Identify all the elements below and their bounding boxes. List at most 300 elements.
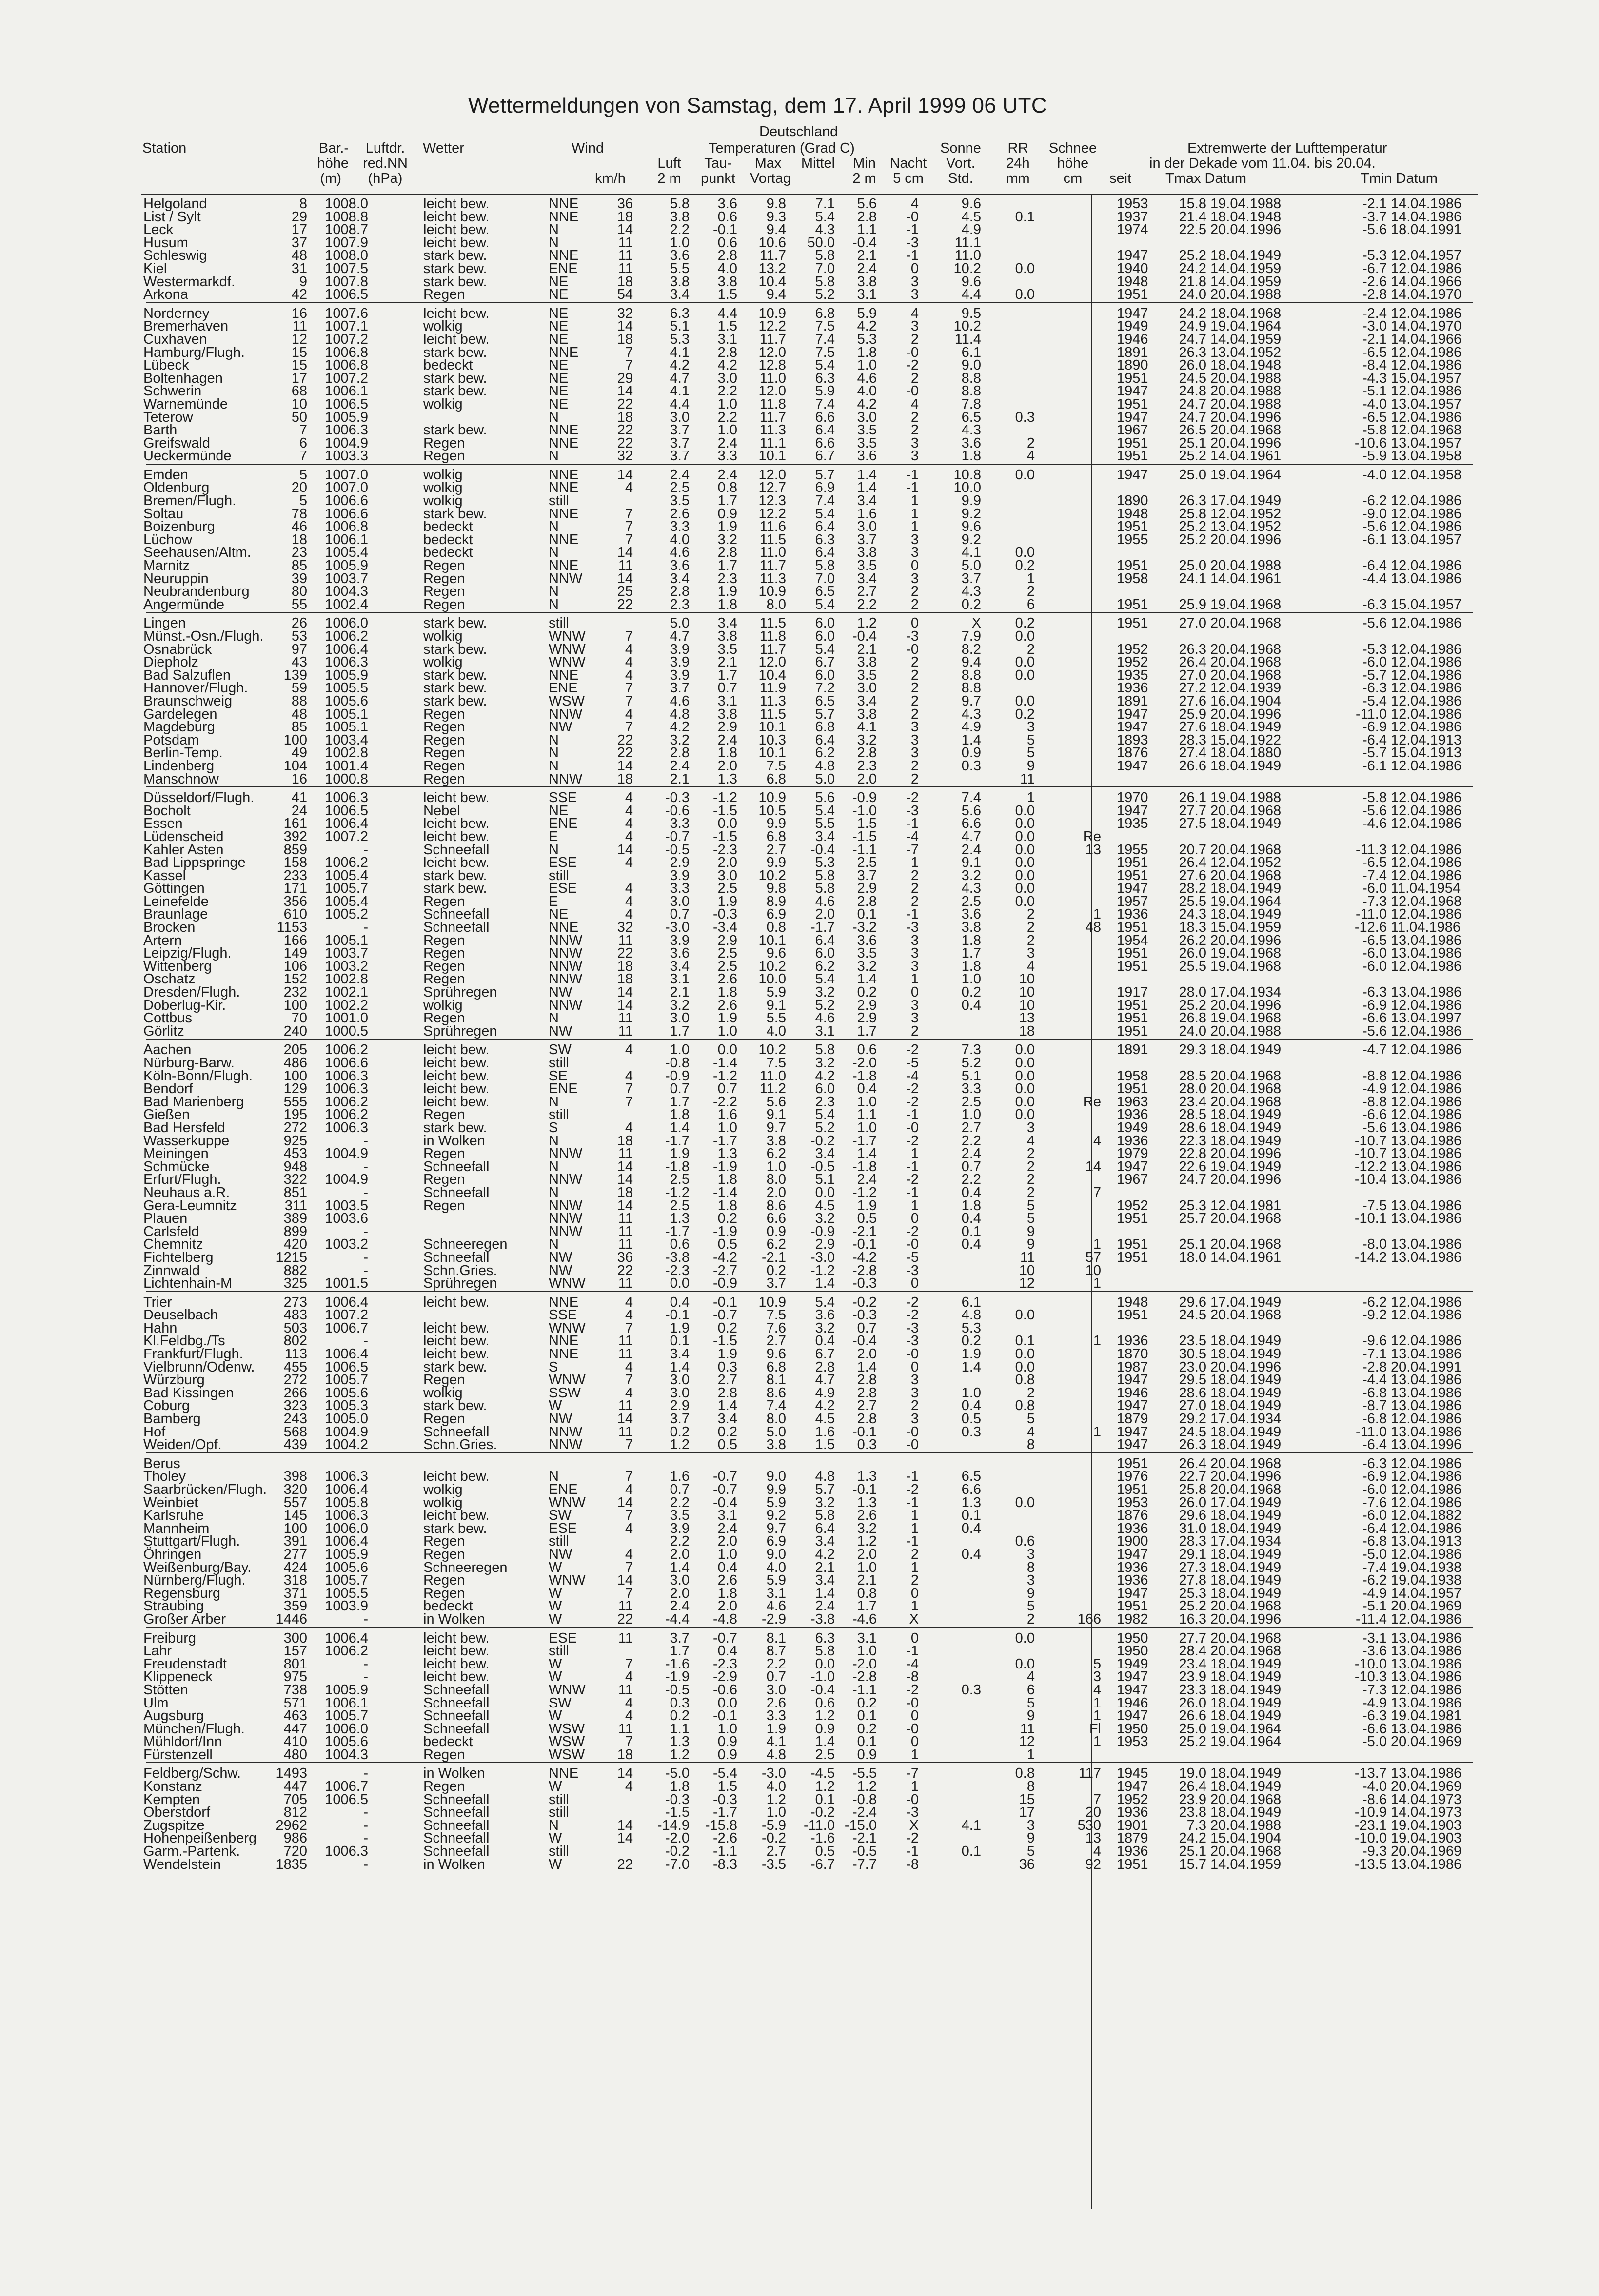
- cell-tmax-datum: 20.04.1988: [1210, 396, 1282, 412]
- cell-tmax-datum: 18.04.1949: [1210, 1572, 1282, 1589]
- cell-bar-hoehe: 26: [291, 615, 307, 631]
- cell-wind-dir: SSE: [549, 790, 577, 806]
- header-luft-2m: 2 m: [657, 171, 681, 186]
- cell-tmax-datum: 19.04.1964: [1210, 1734, 1282, 1750]
- cell-tmin: -23.1: [1354, 1817, 1387, 1833]
- cell-tmax-datum: 12.04.1952: [1210, 506, 1282, 522]
- cell-seit: 1950: [1117, 1643, 1148, 1659]
- cell-nacht: 0: [910, 1211, 919, 1227]
- cell-sonne: 9.6: [961, 274, 981, 290]
- header-temperaturen: Temperaturen (Grad C): [709, 140, 855, 156]
- cell-luft: 3.0: [670, 1010, 690, 1026]
- cell-luftdruck: -: [363, 1249, 368, 1265]
- table-row: [143, 1249, 1473, 1265]
- cell-seit: 1947: [1117, 758, 1148, 774]
- cell-min: 5.9: [857, 305, 877, 321]
- cell-tmin: -10.4: [1354, 1172, 1387, 1188]
- header-dekade: in der Dekade vom 11.04. bis 20.04.: [1149, 156, 1376, 171]
- table-row: [143, 1669, 1473, 1685]
- cell-luftdruck: 1004.2: [325, 1437, 368, 1453]
- cell-wind-speed: 18: [617, 1133, 633, 1149]
- cell-tmin: -10.1: [1354, 1211, 1387, 1227]
- cell-bar-hoehe: 243: [283, 1411, 307, 1427]
- cell-max-vortag: 12.2: [758, 506, 786, 522]
- cell-nacht: 3: [910, 531, 919, 548]
- table-row: [143, 1385, 1473, 1401]
- cell-taupunkt: 1.8: [717, 1197, 737, 1214]
- cell-station: Angermünde: [143, 596, 225, 612]
- cell-tmin-datum: 12.04.1986: [1391, 906, 1462, 922]
- cell-sonne: 0.2: [961, 984, 981, 1001]
- cell-tmin-datum: 12.04.1986: [1391, 305, 1462, 321]
- cell-luft: -3.8: [665, 1249, 690, 1265]
- header-vortag: Vortag: [750, 171, 791, 186]
- cell-tmax: 26.0: [1179, 1494, 1206, 1511]
- cell-bar-hoehe: 104: [283, 758, 307, 774]
- cell-wind-dir: N: [549, 1184, 559, 1200]
- cell-bar-hoehe: 1215: [276, 1249, 307, 1265]
- cell-mittel: 5.8: [815, 1508, 835, 1524]
- cell-luftdruck: 1005.9: [325, 667, 368, 683]
- cell-tmax: 25.8: [1179, 506, 1206, 522]
- cell-luftdruck: 1006.5: [325, 1791, 368, 1807]
- cell-luftdruck: 1007.5: [325, 260, 368, 276]
- cell-luft: 2.5: [670, 1172, 690, 1188]
- cell-wind-dir: W: [549, 1611, 562, 1627]
- cell-tmin: -6.5: [1362, 855, 1387, 871]
- cell-bar-hoehe: 100: [283, 732, 307, 748]
- cell-wind-dir: NNW: [549, 1197, 583, 1214]
- cell-tmax: 27.6: [1179, 719, 1206, 735]
- cell-nacht: -3: [906, 1805, 919, 1821]
- cell-tmin: -7.5: [1362, 1197, 1387, 1214]
- cell-station: Lüdenscheid: [143, 828, 224, 844]
- cell-luftdruck: 1006.6: [325, 493, 368, 509]
- cell-max-vortag: 11.7: [759, 248, 786, 264]
- cell-tmax-datum: 18.04.1949: [1210, 1546, 1282, 1562]
- cell-tmin-datum: 12.04.1986: [1391, 693, 1462, 709]
- table-row: [143, 1611, 1473, 1627]
- cell-station: Boizenburg: [143, 519, 215, 535]
- cell-tmax-datum: 20.04.1968: [1210, 1307, 1282, 1323]
- table-row: [143, 422, 1473, 438]
- cell-wetter: Schneefall: [423, 1817, 490, 1833]
- cell-wetter: Sprühregen: [423, 1276, 497, 1292]
- cell-station: Kempten: [143, 1791, 200, 1807]
- cell-luft: 1.4: [670, 1559, 690, 1575]
- cell-bar-hoehe: 557: [283, 1494, 307, 1511]
- cell-tmax: 27.8: [1179, 1572, 1206, 1589]
- cell-wind-speed: 7: [625, 1372, 633, 1388]
- cell-min: -0.3: [852, 1276, 877, 1292]
- cell-bar-hoehe: 6: [299, 435, 307, 451]
- cell-rr: 9: [1027, 1236, 1035, 1253]
- cell-tmin: -6.7: [1362, 260, 1387, 276]
- cell-taupunkt: -0.4: [713, 1494, 737, 1511]
- cell-max-vortag: 11.5: [759, 531, 786, 548]
- cell-tmax-datum: 18.04.1949: [1210, 1372, 1282, 1388]
- cell-luft: 6.3: [670, 305, 690, 321]
- cell-min: 3.4: [857, 493, 877, 509]
- cell-taupunkt: 2.5: [717, 945, 737, 962]
- cell-luft: 5.3: [670, 331, 690, 347]
- cell-wind-speed: 14: [617, 1817, 633, 1833]
- cell-tmax-datum: 18.04.1949: [1210, 1133, 1282, 1149]
- cell-mittel: 5.8: [815, 274, 835, 290]
- cell-max-vortag: 11.6: [759, 519, 786, 535]
- cell-tmin: -6.8: [1362, 1385, 1387, 1401]
- cell-wetter: leicht bew.: [423, 331, 490, 347]
- cell-seit: 1936: [1117, 1107, 1148, 1123]
- cell-tmin: -6.9: [1362, 719, 1387, 735]
- cell-tmax: 21.8: [1179, 274, 1206, 290]
- cell-wind-dir: SE: [549, 1068, 568, 1084]
- cell-min: 2.7: [857, 584, 877, 600]
- cell-nacht: -1: [906, 1469, 919, 1485]
- cell-seit: 1936: [1117, 1333, 1148, 1349]
- cell-tmax-datum: 20.04.1968: [1210, 803, 1282, 819]
- cell-tmax-datum: 20.04.1988: [1210, 287, 1282, 303]
- cell-max-vortag: 3.8: [766, 1133, 786, 1149]
- cell-max-vortag: 8.1: [766, 1630, 786, 1646]
- cell-sonne: 3.7: [961, 570, 981, 587]
- cell-tmax: 24.0: [1179, 1023, 1206, 1039]
- cell-wind-dir: W: [549, 1559, 562, 1575]
- cell-bar-hoehe: 100: [283, 1068, 307, 1084]
- cell-luft: 2.4: [670, 1598, 690, 1614]
- cell-tmin: -10.9: [1354, 1805, 1387, 1821]
- cell-wind-speed: 32: [617, 305, 633, 321]
- cell-wind-speed: 4: [625, 641, 633, 657]
- cell-rr: 3: [1027, 1546, 1035, 1562]
- cell-taupunkt: -0.1: [713, 1708, 737, 1724]
- cell-wetter: Schneefall: [423, 1249, 490, 1265]
- cell-station: Zinnwald: [143, 1262, 200, 1278]
- cell-tmin: -10.7: [1354, 1146, 1387, 1162]
- cell-tmin: -14.2: [1354, 1249, 1387, 1265]
- cell-wind-speed: 14: [617, 1158, 633, 1175]
- cell-sonne: 1.8: [961, 932, 981, 948]
- cell-bar-hoehe: 20: [291, 480, 307, 496]
- cell-station: Neuhaus a.R.: [143, 1184, 230, 1200]
- cell-tmin-datum: 12.04.1986: [1391, 803, 1462, 819]
- cell-bar-hoehe: 16: [291, 771, 307, 787]
- cell-tmax: 25.9: [1179, 596, 1206, 612]
- cell-wind-speed: 11: [618, 1023, 633, 1039]
- cell-tmin-datum: 13.04.1986: [1391, 1197, 1462, 1214]
- cell-luft: 1.6: [670, 1469, 690, 1485]
- cell-tmin: -6.6: [1362, 1107, 1387, 1123]
- cell-mittel: 6.4: [815, 1520, 835, 1536]
- cell-seit: 1955: [1117, 842, 1148, 858]
- cell-tmax: 27.0: [1179, 1398, 1206, 1414]
- cell-max-vortag: 7.5: [766, 1307, 786, 1323]
- cell-sonne: 2.5: [961, 1094, 981, 1110]
- cell-mittel: 5.5: [815, 816, 835, 832]
- cell-min: 3.5: [857, 422, 877, 438]
- cell-station: Leck: [143, 222, 174, 238]
- cell-seit: 1951: [1117, 1236, 1148, 1253]
- cell-mittel: 6.6: [815, 435, 835, 451]
- cell-seit: 1935: [1117, 816, 1148, 832]
- cell-sonne: 0.3: [961, 1682, 981, 1698]
- cell-bar-hoehe: 455: [283, 1359, 307, 1375]
- cell-rr: 9: [1027, 1585, 1035, 1601]
- cell-tmin-datum: 12.04.1986: [1391, 842, 1462, 858]
- cell-tmin: -6.3: [1362, 680, 1387, 696]
- cell-tmin: -5.3: [1362, 641, 1387, 657]
- cell-tmax-datum: 20.04.1968: [1210, 1081, 1282, 1097]
- cell-tmin: -6.4: [1362, 732, 1387, 748]
- cell-rr: 4: [1027, 958, 1035, 974]
- table-row: [143, 893, 1473, 909]
- cell-luftdruck: 1005.7: [325, 1572, 368, 1589]
- cell-taupunkt: 1.0: [717, 1119, 737, 1136]
- cell-min: 2.8: [857, 745, 877, 761]
- cell-max-vortag: 10.2: [758, 958, 786, 974]
- cell-wetter: Schneefall: [423, 1424, 490, 1440]
- cell-wetter: Sprühregen: [423, 984, 497, 1001]
- cell-luftdruck: 1005.4: [325, 893, 368, 909]
- cell-wind-speed: 22: [617, 945, 633, 962]
- cell-tmin: -2.6: [1362, 274, 1387, 290]
- cell-sonne: 4.1: [961, 545, 981, 561]
- cell-tmin-datum: 12.04.1986: [1391, 997, 1462, 1013]
- cell-tmin: -9.2: [1362, 1307, 1387, 1323]
- cell-luftdruck: 1005.3: [325, 1398, 368, 1414]
- cell-tmax-datum: 20.04.1968: [1210, 1094, 1282, 1110]
- cell-wetter: leicht bew.: [423, 1042, 490, 1058]
- cell-seit: 1958: [1117, 570, 1148, 587]
- table-row: [143, 1107, 1473, 1123]
- cell-nacht: -2: [906, 1133, 919, 1149]
- cell-min: 4.1: [857, 719, 877, 735]
- cell-tmin: -6.4: [1362, 1437, 1387, 1453]
- table-row: [143, 435, 1473, 451]
- cell-min: -2.4: [852, 1805, 877, 1821]
- cell-rr: 2: [1027, 1385, 1035, 1401]
- cell-tmin: -6.3: [1362, 596, 1387, 612]
- cell-luftdruck: 1006.8: [325, 344, 368, 360]
- cell-bar-hoehe: 42: [291, 287, 307, 303]
- cell-max-vortag: -0.2: [762, 1830, 786, 1846]
- cell-station: Kiel: [143, 260, 167, 276]
- cell-max-vortag: 1.9: [766, 1721, 786, 1737]
- cell-tmin: -7.4: [1362, 867, 1387, 883]
- cell-nacht: -7: [906, 1766, 919, 1782]
- cell-luft: 3.3: [670, 816, 690, 832]
- cell-taupunkt: 1.0: [717, 1721, 737, 1737]
- cell-rr: 0.0: [1015, 654, 1035, 670]
- cell-wind-dir: NNE: [549, 558, 579, 574]
- cell-rr: 0.0: [1015, 855, 1035, 871]
- cell-luftdruck: 1003.9: [325, 1598, 368, 1614]
- cell-min: 1.0: [857, 1119, 877, 1136]
- cell-wind-speed: 14: [617, 842, 633, 858]
- cell-max-vortag: 2.7: [766, 842, 786, 858]
- cell-tmax-datum: 20.04.1968: [1210, 654, 1282, 670]
- cell-min: 1.3: [857, 1469, 877, 1485]
- cell-max-vortag: 7.5: [766, 1055, 786, 1071]
- cell-taupunkt: -1.5: [713, 828, 737, 844]
- table-row: [143, 235, 1473, 251]
- cell-taupunkt: 2.6: [717, 971, 737, 987]
- cell-wetter: Regen: [423, 932, 465, 948]
- cell-wetter: Regen: [423, 971, 465, 987]
- header-luftdr2: red.NN: [363, 156, 408, 171]
- cell-wind-speed: 11: [618, 1682, 633, 1698]
- cell-station: List / Sylt: [143, 209, 201, 225]
- cell-tmin-datum: 12.04.1986: [1391, 1107, 1462, 1123]
- cell-luft: -0.9: [665, 1068, 690, 1084]
- cell-luft: -7.0: [665, 1856, 690, 1872]
- cell-nacht: 0: [910, 260, 919, 276]
- cell-bar-hoehe: 88: [291, 693, 307, 709]
- cell-taupunkt: -1.2: [713, 1068, 737, 1084]
- cell-schnee: 13: [1085, 1830, 1101, 1846]
- cell-bar-hoehe: 171: [283, 881, 307, 897]
- cell-min: 1.4: [857, 1359, 877, 1375]
- cell-mittel: 5.4: [815, 1294, 835, 1310]
- cell-sonne: 0.4: [961, 1546, 981, 1562]
- cell-station: Leinefelde: [143, 893, 209, 909]
- cell-wind-dir: N: [549, 732, 559, 748]
- cell-seit: 1947: [1117, 1546, 1148, 1562]
- cell-wind-speed: 4: [625, 1119, 633, 1136]
- cell-tmin: -5.1: [1362, 1598, 1387, 1614]
- cell-tmax: 28.3: [1179, 732, 1206, 748]
- cell-min: 3.2: [857, 732, 877, 748]
- cell-tmin: -9.0: [1362, 506, 1387, 522]
- cell-nacht: -3: [906, 803, 919, 819]
- cell-station: Hahn: [143, 1320, 178, 1336]
- cell-luft: 4.4: [670, 396, 690, 412]
- cell-tmax: 25.7: [1179, 1211, 1206, 1227]
- cell-wind-speed: 11: [618, 1146, 633, 1162]
- cell-nacht: 1: [910, 1520, 919, 1536]
- cell-luftdruck: 1005.5: [325, 680, 368, 696]
- cell-seit: 1936: [1117, 1133, 1148, 1149]
- cell-tmin: -6.2: [1362, 1572, 1387, 1589]
- cell-taupunkt: -4.8: [713, 1611, 737, 1627]
- cell-tmin-datum: 12.04.1986: [1391, 506, 1462, 522]
- cell-sonne: 4.3: [961, 881, 981, 897]
- cell-bar-hoehe: 325: [283, 1276, 307, 1292]
- table-row: [143, 719, 1473, 735]
- cell-schnee: 1: [1093, 1734, 1101, 1750]
- cell-luftdruck: 1006.1: [325, 531, 368, 548]
- cell-max-vortag: -3.0: [762, 1766, 786, 1782]
- cell-tmax: 28.0: [1179, 984, 1206, 1001]
- cell-station: Schleswig: [143, 248, 207, 264]
- cell-seit: 1945: [1117, 1766, 1148, 1782]
- cell-wind-dir: WNW: [549, 1572, 586, 1589]
- cell-wind-dir: N: [549, 1010, 559, 1026]
- cell-wind-dir: S: [549, 1359, 558, 1375]
- cell-taupunkt: 1.8: [717, 1172, 737, 1188]
- cell-tmax-datum: 20.04.1996: [1210, 435, 1282, 451]
- cell-max-vortag: 6.2: [766, 1236, 786, 1253]
- cell-mittel: 4.7: [815, 1372, 835, 1388]
- cell-tmax-datum: 20.04.1968: [1210, 1844, 1282, 1860]
- cell-rr: 0.2: [1015, 558, 1035, 574]
- table-row: [143, 906, 1473, 922]
- cell-seit: 1947: [1117, 1158, 1148, 1175]
- cell-luftdruck: 1007.9: [325, 235, 368, 251]
- cell-tmin-datum: 12.04.1986: [1391, 816, 1462, 832]
- cell-mittel: 0.4: [815, 1333, 835, 1349]
- cell-tmax-datum: 19.04.1968: [1210, 596, 1282, 612]
- cell-luft: 2.9: [670, 1398, 690, 1414]
- cell-tmax: 27.4: [1179, 745, 1206, 761]
- cell-taupunkt: -2.7: [713, 1262, 737, 1278]
- cell-max-vortag: 0.8: [766, 920, 786, 936]
- cell-wetter: stark bew.: [423, 274, 487, 290]
- cell-nacht: -2: [906, 1223, 919, 1239]
- cell-sonne: 6.6: [961, 1482, 981, 1497]
- cell-wind-dir: NNW: [549, 1172, 583, 1188]
- cell-taupunkt: 2.7: [717, 1372, 737, 1388]
- cell-seit: 1958: [1117, 1068, 1148, 1084]
- cell-min: -15.0: [844, 1817, 877, 1833]
- cell-taupunkt: 2.9: [717, 932, 737, 948]
- cell-tmin-datum: 13.04.1986: [1391, 1119, 1462, 1136]
- cell-rr: 5: [1027, 1411, 1035, 1427]
- cell-taupunkt: 2.0: [717, 855, 737, 871]
- cell-wetter: bedeckt: [423, 519, 473, 535]
- cell-bar-hoehe: 100: [283, 997, 307, 1013]
- cell-wind-dir: ENE: [549, 680, 578, 696]
- cell-tmin-datum: 13.04.1913: [1391, 1533, 1462, 1550]
- cell-wind-dir: NNE: [549, 1294, 579, 1310]
- cell-mittel: 5.7: [815, 706, 835, 722]
- table-row: [143, 1805, 1473, 1821]
- table-row: [143, 1656, 1473, 1672]
- table-row: [143, 545, 1473, 561]
- cell-mittel: 6.3: [815, 531, 835, 548]
- cell-tmax-datum: 15.04.1904: [1210, 1830, 1282, 1846]
- cell-station: Bad Lippspringe: [143, 855, 246, 871]
- cell-station: Ulm: [143, 1695, 169, 1711]
- cell-max-vortag: 10.2: [758, 867, 786, 883]
- cell-mittel: -11.0: [804, 1817, 835, 1833]
- cell-taupunkt: 3.2: [717, 531, 737, 548]
- cell-min: 3.7: [857, 867, 877, 883]
- cell-wind-dir: NNW: [549, 958, 583, 974]
- cell-nacht: -3: [906, 235, 919, 251]
- cell-tmax-datum: 18.04.1949: [1210, 1042, 1282, 1058]
- cell-min: 2.4: [857, 1172, 877, 1188]
- cell-rr: 8: [1027, 1559, 1035, 1575]
- cell-luftdruck: 1008.7: [325, 222, 368, 238]
- cell-tmax-datum: 20.04.1996: [1210, 222, 1282, 238]
- cell-tmax-datum: 20.04.1968: [1210, 667, 1282, 683]
- cell-tmin-datum: 11.04.1986: [1391, 920, 1461, 936]
- cell-min: 2.6: [857, 1508, 877, 1524]
- cell-luftdruck: 1006.2: [325, 628, 368, 644]
- cell-tmax-datum: 20.04.1996: [1210, 1469, 1282, 1485]
- cell-luft: 3.8: [670, 209, 690, 225]
- cell-seit: 1947: [1117, 1424, 1148, 1440]
- cell-tmin-datum: 12.04.1986: [1391, 680, 1462, 696]
- cell-wind-speed: 7: [625, 1320, 633, 1336]
- cell-wind-dir: N: [549, 448, 559, 464]
- cell-tmax-datum: 19.04.1968: [1210, 1010, 1282, 1026]
- cell-bar-hoehe: 31: [291, 260, 307, 276]
- cell-tmin-datum: 12.04.1986: [1391, 383, 1462, 399]
- cell-tmin: -3.7: [1362, 209, 1387, 225]
- cell-wetter: Regen: [423, 1172, 465, 1188]
